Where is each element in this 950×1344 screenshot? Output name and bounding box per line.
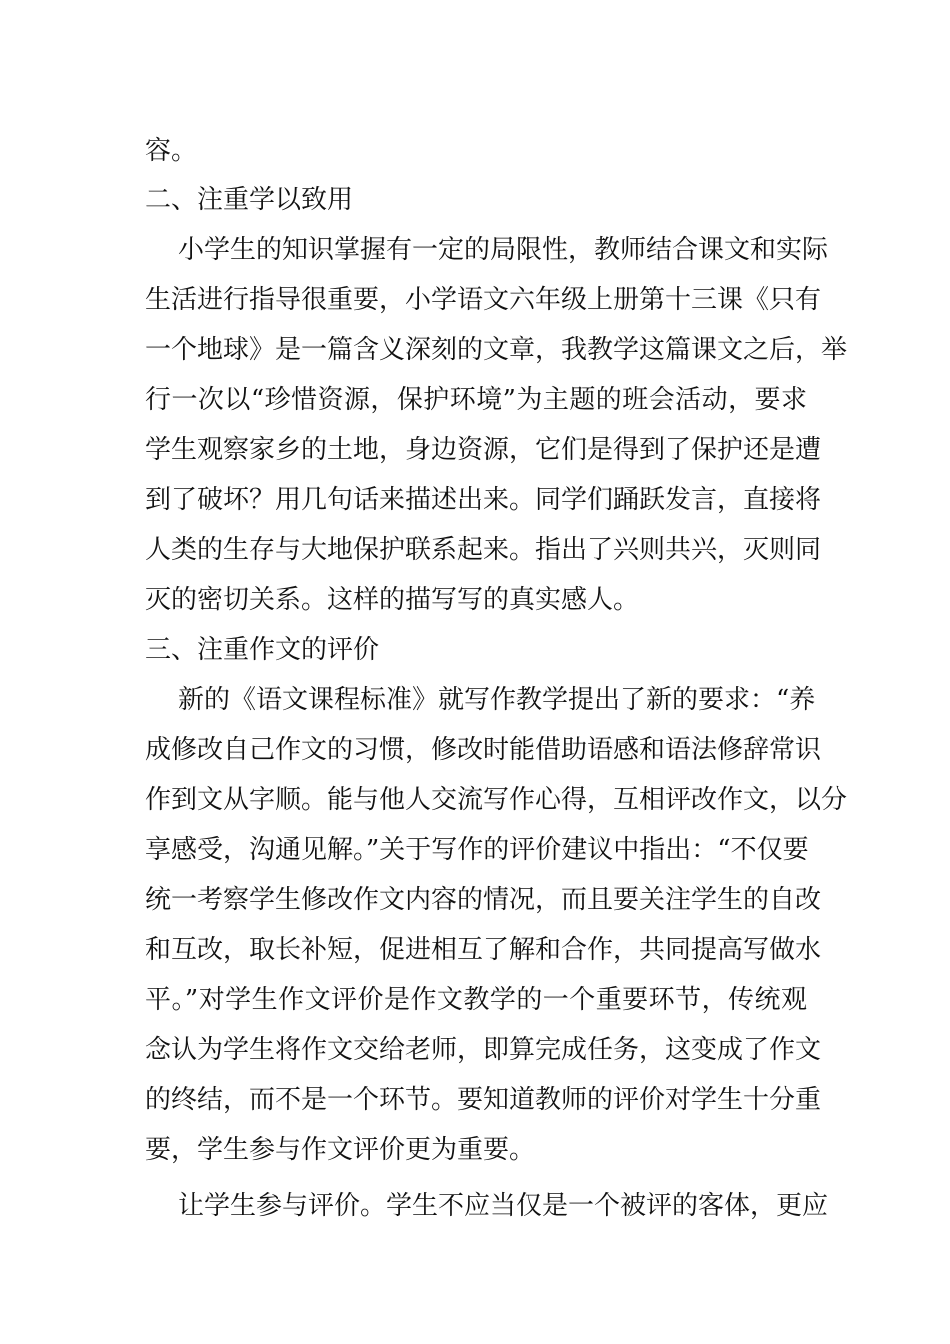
text-line: 作到文从字顺。能与他人交流写作心得，互相评改作文，以分 [145,785,848,815]
text-line: 到了破坏？用几句话来描述出来。同学们踊跃发言，直接将 [145,485,822,515]
text-line: 享感受，沟通见解。”关于写作的评价建议中指出：“不仅要 [145,835,809,865]
text-line: 念认为学生将作文交给老师，即算完成任务，这变成了作文 [145,1035,822,1065]
text-line: 学生观察家乡的土地，身边资源，它们是得到了保护还是遭 [145,435,822,465]
text-line: 一个地球》是一篇含义深刻的文章，我教学这篇课文之后，举 [145,335,848,365]
text-line: 人类的生存与大地保护联系起来。指出了兴则共兴，灭则同 [145,535,822,565]
text-line: 小学生的知识掌握有一定的局限性，教师结合课文和实际 [178,235,829,265]
text-line: 新的《语文课程标准》就写作教学提出了新的要求：“养 [178,685,816,715]
text-line: 生活进行指导很重要，小学语文六年级上册第十三课《只有 [145,285,822,315]
text-line: 的终结，而不是一个环节。要知道教师的评价对学生十分重 [145,1085,822,1115]
section-heading: 三、注重作文的评价 [145,635,380,665]
text-line: 容。 [145,136,198,166]
text-line: 平。”对学生作文评价是作文教学的一个重要环节，传统观 [145,985,807,1015]
text-line: 让学生参与评价。学生不应当仅是一个被评的客体，更应 [178,1191,829,1221]
text-line: 统一考察学生修改作文内容的情况，而且要关注学生的自改 [145,885,822,915]
text-line: 成修改自己作文的习惯，修改时能借助语感和语法修辞常识 [145,735,822,765]
text-line: 行一次以“珍惜资源，保护环境”为主题的班会活动，要求 [145,385,807,415]
text-line: 和互改，取长补短，促进相互了解和合作，共同提高写做水 [145,935,822,965]
text-line: 灭的密切关系。这样的描写写的真实感人。 [145,585,640,615]
section-heading: 二、注重学以致用 [145,185,354,215]
text-line: 要，学生参与作文评价更为重要。 [145,1135,536,1165]
